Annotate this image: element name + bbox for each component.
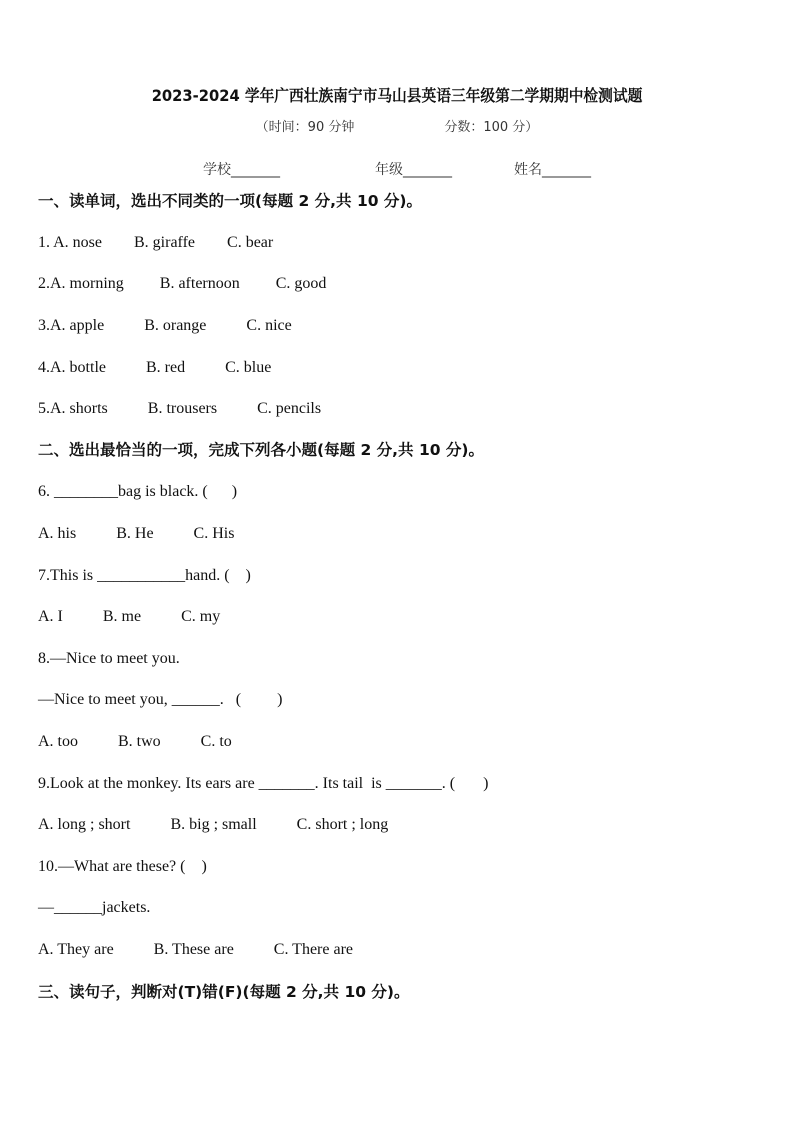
question-line: —Nice to meet you, ______. ( ) <box>38 691 283 708</box>
name-field[interactable]: 姓名_______ <box>514 162 591 178</box>
question-options: A. long ; short B. big ; small C. short ; long <box>38 816 389 833</box>
question-line: 10.—What are these? ( ) <box>38 858 207 875</box>
section-3-heading: 三、读句子，判断对(T)错(F)(每题 2 分,共 10 分)。 <box>38 983 410 1001</box>
question-line: 6. ________bag is black. ( ) <box>38 483 238 500</box>
document-title: 2023-2024 学年广西壮族南宁市马山县英语三年级第二学期期中检测试题 <box>151 86 643 105</box>
question-line: 7.This is ___________hand. ( ) <box>38 567 251 584</box>
question-item: 5.A. shorts B. trousers C. pencils <box>38 400 322 417</box>
question-item: 1. A. nose B. giraffe C. bear <box>38 234 274 251</box>
total-score: 分数：100 分） <box>444 120 539 135</box>
question-item: 4.A. bottle B. red C. blue <box>38 359 272 376</box>
section-1-heading: 一、读单词，选出不同类的一项(每题 2 分,共 10 分)。 <box>38 192 422 210</box>
question-item: 3.A. apple B. orange C. nice <box>38 317 292 334</box>
question-line: 8.—Nice to meet you. <box>38 650 180 667</box>
question-line: —______jackets. <box>38 899 151 916</box>
time-limit: （时间：90 分钟 <box>255 120 355 135</box>
exam-meta <box>0 118 794 138</box>
question-line: 9.Look at the monkey. Its ears are _______. Its tail is _______. ( ) <box>38 775 489 792</box>
question-options: A. They are B. These are C. There are <box>38 941 354 958</box>
section-2-heading: 二、选出最恰当的一项，完成下列各小题(每题 2 分,共 10 分)。 <box>38 441 484 459</box>
question-options: A. too B. two C. to <box>38 733 232 750</box>
student-info <box>0 160 794 180</box>
question-options: A. I B. me C. my <box>38 608 221 625</box>
question-options: A. his B. He C. His <box>38 525 235 542</box>
school-field[interactable]: 学校_______ <box>203 162 280 178</box>
grade-field[interactable]: 年级_______ <box>375 162 452 178</box>
question-item: 2.A. morning B. afternoon C. good <box>38 275 327 292</box>
